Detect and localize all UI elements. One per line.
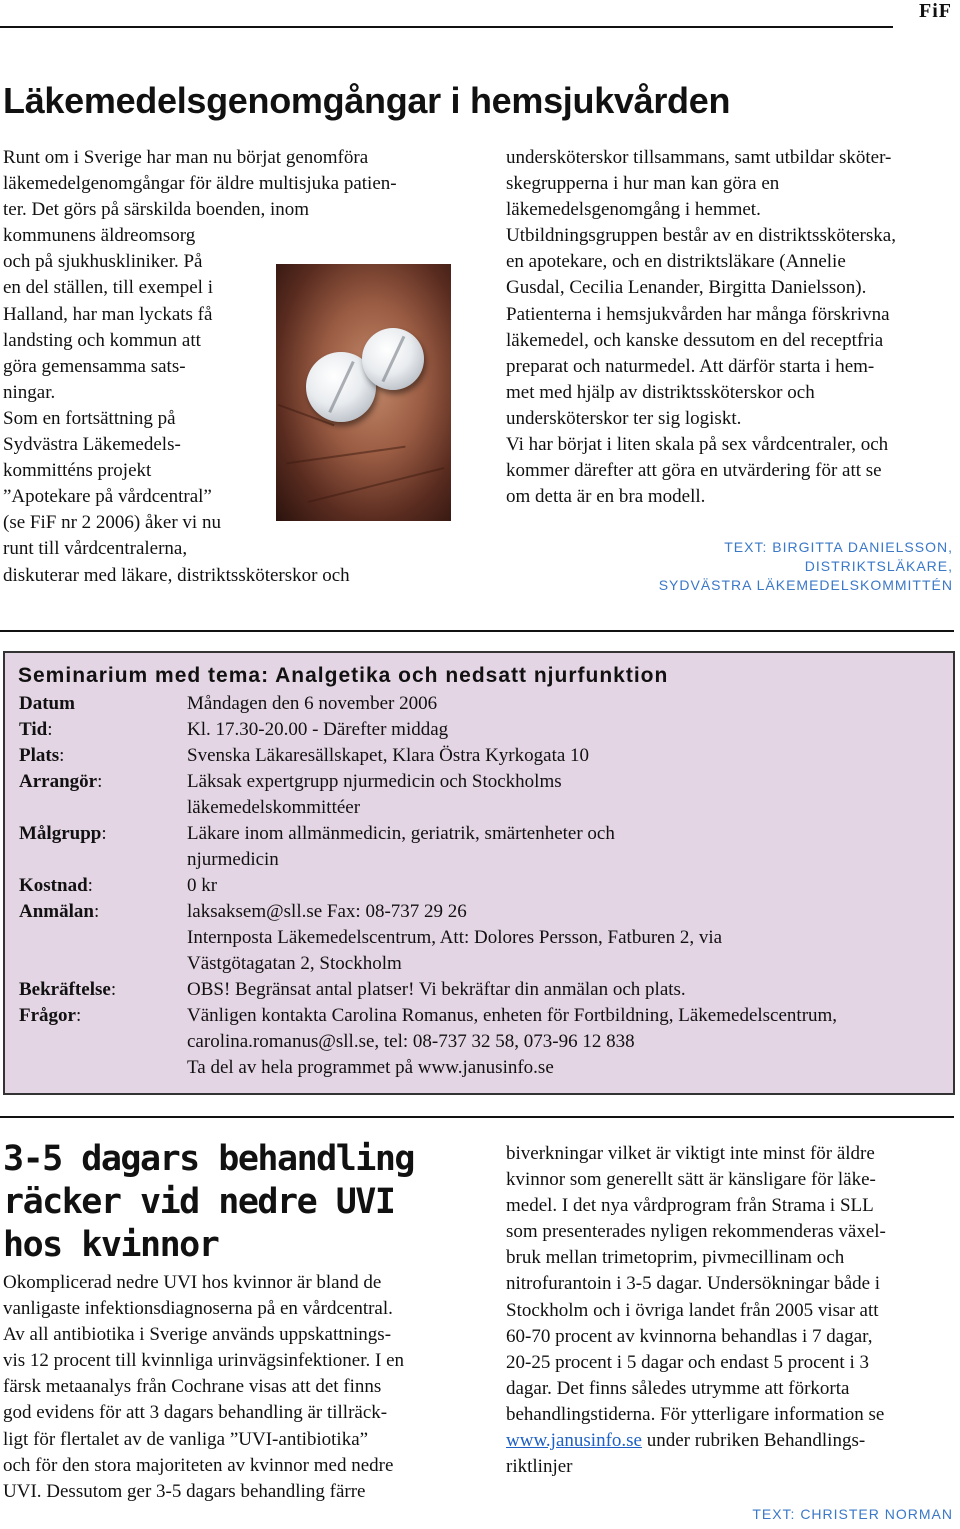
body-line: biverkningar vilket är viktigt inte minst för äldre xyxy=(506,1143,875,1164)
seminar-label-arrangor: Arrangör: xyxy=(19,771,103,792)
seminar-label-malgrupp: Målgrupp: xyxy=(19,823,107,844)
seminar-value-kostnad: 0 kr xyxy=(187,875,218,896)
body-line: Utbildningsgruppen består av en distriktssköterska, xyxy=(506,225,896,247)
body-line: som presenterades nyligen rekommenderas växel- xyxy=(506,1221,886,1243)
body-line: runt till vårdcentralerna, xyxy=(3,538,188,560)
body-line: vanligaste infektionsdiagnoserna på en vårdcentral. xyxy=(3,1298,393,1320)
article2-byline: TEXT: CHRISTER NORMAN xyxy=(752,1506,953,1522)
byline-line: TEXT: BIRGITTA DANIELSSON, xyxy=(724,539,953,555)
body-line: bruk mellan trimetoprim, pivmecillinam och xyxy=(506,1247,845,1269)
body-line: Stockholm och i övriga landet från 2005 visar att xyxy=(506,1299,879,1321)
body-line: Som en fortsättning på xyxy=(3,407,176,429)
body-line: färsk metaanalys från Cochrane visas att det finns xyxy=(3,1376,382,1398)
body-line: 20-25 procent i 5 dagar och endast 5 procent i 3 xyxy=(506,1351,869,1373)
body-line: kommunens äldreomsorg xyxy=(3,225,196,247)
header-rule xyxy=(0,26,893,28)
body-line: riktlinjer xyxy=(506,1456,573,1478)
seminar-value-fragor-cont: carolina.romanus@sll.se, tel: 08-737 32 58, 073-96 12 838 xyxy=(187,1031,635,1052)
seminar-title: Seminarium med tema: Analgetika och nedsatt njurfunktion xyxy=(18,664,669,687)
body-line: och för den stora majoriteten av kvinnor med nedre xyxy=(3,1454,394,1476)
tablet-image xyxy=(362,328,424,390)
body-line: och på sjukhuskliniker. På xyxy=(3,251,203,273)
article2-body-left xyxy=(3,1270,404,1505)
seminar-label-anmalan: Anmälan: xyxy=(19,901,100,922)
body-line: Okomplicerad nedre UVI hos kvinnor är bland de xyxy=(3,1272,382,1293)
article-body-right xyxy=(506,145,896,510)
body-line: kommer därefter att göra en utvärdering för att se xyxy=(506,460,882,482)
body-line: ligt för flertalet av de vanliga ”UVI-antibiotika” xyxy=(3,1428,369,1450)
section-divider xyxy=(0,1116,954,1118)
body-line: göra gemensamma sats- xyxy=(3,355,186,377)
body-line: kommitténs projekt xyxy=(3,460,152,482)
seminar-value-fragor: Vänligen kontakta Carolina Romanus, enheten för Fortbildning, Läkemedelscentrum, xyxy=(187,1005,838,1026)
article2-title xyxy=(3,1138,414,1267)
body-line: ”Apotekare på vårdcentral” xyxy=(3,486,212,508)
seminar-value-anmalan: laksaksem@sll.se Fax: 08-737 29 26 xyxy=(187,901,467,922)
body-line: behandlingstiderna. För ytterligare information se xyxy=(506,1403,885,1425)
publication-logo: FiF xyxy=(919,0,952,22)
body-line: läkemedelsgenomgång i hemmet. xyxy=(506,199,761,221)
seminar-label-kostnad: Kostnad: xyxy=(19,875,93,896)
body-line: Halland, har man lyckats få xyxy=(3,303,213,325)
pills-in-hand-photo xyxy=(276,264,451,521)
body-line: om detta är en bra modell. xyxy=(506,486,706,508)
byline-line: DISTRIKTSLÄKARE, xyxy=(804,558,953,574)
article2-body-right xyxy=(506,1141,886,1480)
body-line: Patienterna i hemsjukvården har många förskrivna xyxy=(506,303,890,325)
title-line: hos kvinnor xyxy=(3,1225,219,1265)
body-line: UVI. Dessutom ger 3-5 dagars behandling färre xyxy=(3,1480,366,1502)
body-line: en apotekare, och en distriktsläkare (Annelie xyxy=(506,251,846,273)
body-line: 60-70 procent av kvinnorna behandlas i 7 dagar, xyxy=(506,1325,873,1347)
seminar-label-tid: Tid: xyxy=(19,719,53,740)
seminar-value-anmalan-cont: Internposta Läkemedelscentrum, Att: Dolores Persson, Fatburen 2, via xyxy=(187,927,723,948)
seminar-value-bekraftelse: OBS! Begränsat antal platser! Vi bekräftar din anmälan och plats. xyxy=(187,979,686,1000)
seminar-value-plats: Svenska Läkaresällskapet, Klara Östra Kyrkogata 10 xyxy=(187,745,590,766)
janusinfo-link[interactable]: www.janusinfo.se xyxy=(506,1430,642,1452)
byline-line: SYDVÄSTRA LÄKEMEDELSKOMMITTÉN xyxy=(658,577,953,593)
body-line: Vi har börjat i liten skala på sex vårdcentraler, och xyxy=(506,434,889,456)
body-line: läkemedel, och kanske dessutom en del receptfria xyxy=(506,329,884,351)
body-line: ter. Det görs på särskilda boenden, inom xyxy=(3,199,310,221)
body-line: god evidens för att 3 dagars behandling är tillräck- xyxy=(3,1402,388,1424)
seminar-value-anmalan-cont: Västgötagatan 2, Stockholm xyxy=(187,953,402,974)
body-line: kvinnor som generellt sätt är känsligare för läke- xyxy=(506,1169,876,1191)
seminar-label-datum: Datum xyxy=(19,693,75,714)
body-line-with-link xyxy=(506,1428,886,1454)
body-line: ningar. xyxy=(3,381,56,403)
body-line: Gusdal, Cecilia Lenander, Birgitta Danielsson). xyxy=(506,277,867,299)
article-title: Läkemedelsgenomgångar i hemsjukvården xyxy=(3,80,731,121)
body-line: diskuterar med läkare, distriktssköterskor och xyxy=(3,564,350,586)
body-line: landsting och kommun att xyxy=(3,329,201,351)
seminar-value-arrangor: Läksak expertgrupp njurmedicin och Stockholms xyxy=(187,771,562,792)
title-line: 3-5 dagars behandling xyxy=(3,1139,415,1179)
seminar-value-arrangor-cont: läkemedelskommittéer xyxy=(187,797,361,818)
article-byline xyxy=(659,538,953,595)
body-line: undersköterskor tillsammans, samt utbildar sköter- xyxy=(506,147,892,168)
seminar-value-datum: Måndagen den 6 november 2006 xyxy=(187,693,438,714)
body-line: Sydvästra Läkemedels- xyxy=(3,434,181,456)
body-line: vis 12 procent till kvinnliga urinvägsinfektioner. I en xyxy=(3,1350,405,1372)
body-line: Runt om i Sverige har man nu börjat genomföra xyxy=(3,147,369,168)
title-line: räcker vid nedre UVI xyxy=(3,1182,395,1222)
body-line: preparat och naturmedel. Att därför starta i hem- xyxy=(506,355,875,377)
link-trailing-text: under rubriken Behandlings- xyxy=(641,1430,866,1452)
seminar-value-malgrupp: Läkare inom allmänmedicin, geriatrik, smärtenheter och xyxy=(187,823,615,844)
seminar-label-bekraftelse: Bekräftelse: xyxy=(19,979,117,1000)
seminar-label-fragor: Frågor: xyxy=(19,1005,82,1026)
body-line: dagar. Det finns således utrymme att förkorta xyxy=(506,1377,850,1399)
body-line: en del ställen, till exempel i xyxy=(3,277,213,299)
body-line: skegrupperna i hur man kan göra en xyxy=(506,173,780,195)
body-line: undersköterskor ter sig logiskt. xyxy=(506,407,742,429)
seminar-value-tid: Kl. 17.30-20.00 - Därefter middag xyxy=(187,719,449,740)
body-line: met med hjälp av distriktssköterskor och xyxy=(506,381,815,403)
body-line: medel. I det nya vårdprogram från Strama i SLL xyxy=(506,1195,874,1217)
section-divider xyxy=(0,630,954,632)
body-line: läkemedelgenomgångar för äldre multisjuka patien- xyxy=(3,173,397,195)
body-line: (se FiF nr 2 2006) åker vi nu xyxy=(3,512,221,534)
body-line: nitrofurantoin i 3-5 dagar. Undersökningar både i xyxy=(506,1273,881,1295)
seminar-label-plats: Plats: xyxy=(19,745,65,766)
seminar-value-fragor-cont: Ta del av hela programmet på www.janusinfo.se xyxy=(187,1057,554,1078)
body-line: Av all antibiotika i Sverige används uppskattnings- xyxy=(3,1324,392,1346)
seminar-value-malgrupp-cont: njurmedicin xyxy=(187,849,279,870)
